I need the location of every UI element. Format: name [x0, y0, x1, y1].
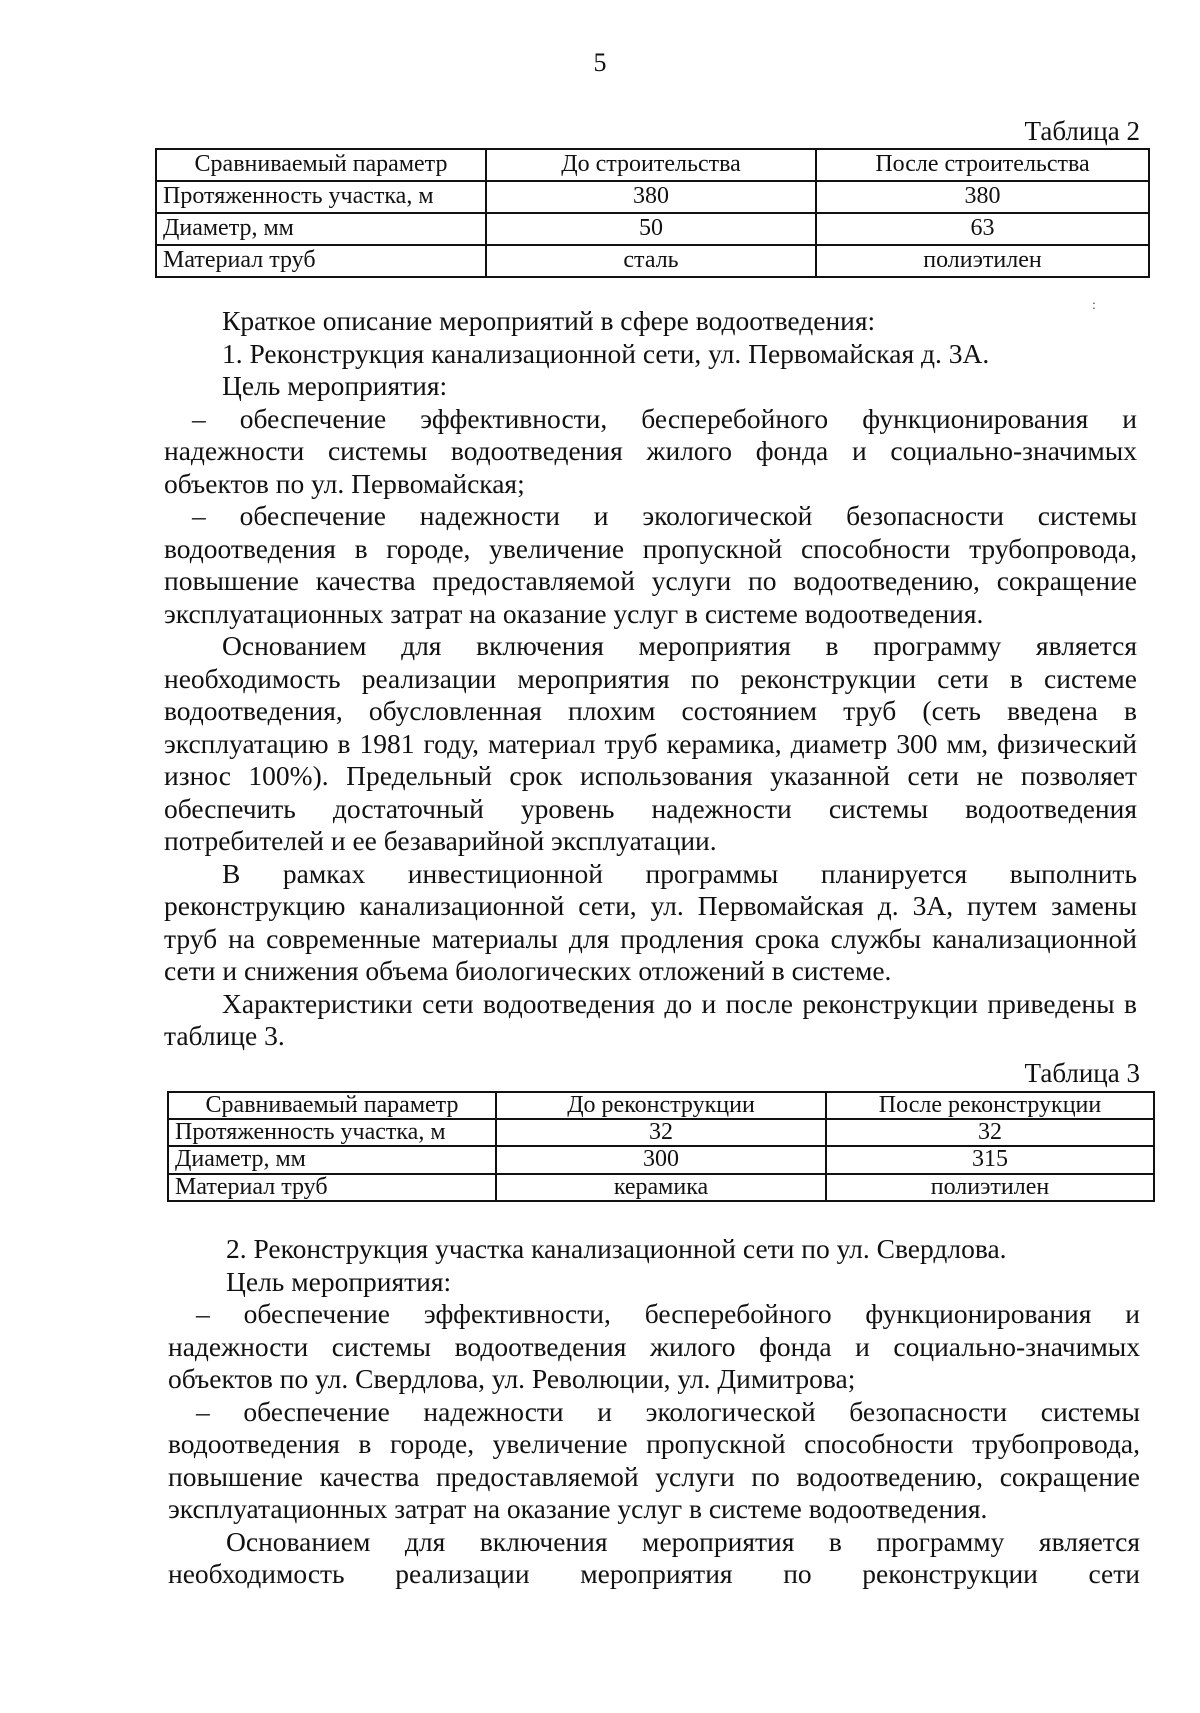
table-row: [156, 213, 1149, 245]
table-3: [167, 1091, 1155, 1202]
table-row: [156, 245, 1149, 277]
table-cell: керамика: [496, 1174, 826, 1201]
characteristics-paragraph: Характеристики сети водоотведения до и после реконструкции приведены в таблице 3.: [164, 987, 1137, 1051]
table-cell: Диаметр, мм: [156, 213, 486, 245]
table-2-caption: Таблица 2: [1024, 116, 1140, 146]
table-header-cell: Сравниваемый параметр: [168, 1092, 496, 1119]
measure-1-title: 1. Реконструкция канализационной сети, ул. Первомайская д. 3А.: [222, 337, 990, 369]
table-cell: 380: [816, 181, 1149, 213]
table-row: [168, 1146, 1154, 1173]
table-header-row: [168, 1092, 1154, 1119]
section-2: [168, 1233, 1140, 1591]
table-cell: сталь: [486, 245, 816, 277]
table-cell: 32: [826, 1119, 1154, 1146]
table-cell: Протяженность участка, м: [156, 181, 486, 213]
table-header-cell: До строительства: [486, 149, 816, 181]
table-header-cell: После реконструкции: [826, 1092, 1154, 1119]
goal-item: – обеспечение эффективности, бесперебойного функционирования и надежности системы водоотведения жилого фонда и социально-значимых объектов по ул. Свердлова, ул. Революции, ул. Димитрова;: [168, 1298, 1140, 1394]
measure-2-title: 2. Реконструкция участка канализационной сети по ул. Свердлова.: [226, 1233, 1007, 1264]
table-header-cell: До реконструкции: [496, 1092, 826, 1119]
goal-item: – обеспечение надежности и экологической безопасности системы водоотведения в городе, увеличение пропускной способности трубопровода, повышение качества предоставляемой услуги по водоотведению, сокращение эксплуатационных затрат на оказание услуг в системе водоотведения.: [168, 1395, 1140, 1524]
plan-paragraph: В рамках инвестиционной программы планируется выполнить реконструкцию канализационной сети, ул. Первомайская д. 3А, путем замены труб на современные материалы для продления срока службы канализационной сети и снижения объема биологических отложений в системе.: [164, 857, 1137, 986]
table-3-caption: Таблица 3: [1024, 1058, 1140, 1088]
table-2: [155, 148, 1150, 278]
goal-label: Цель мероприятия:: [226, 1265, 452, 1297]
table-cell: полиэтилен: [816, 245, 1149, 277]
basis-paragraph: Основанием для включения мероприятия в программу является необходимость реализации мероприятия по реконструкции сети: [168, 1525, 1140, 1589]
table-cell: 63: [816, 213, 1149, 245]
table-cell: Протяженность участка, м: [168, 1119, 496, 1146]
intro-paragraph: Краткое описание мероприятий в сфере водоотведения:: [222, 305, 876, 336]
table-cell: 300: [496, 1146, 826, 1173]
table-cell: 50: [486, 213, 816, 245]
table-cell: 380: [486, 181, 816, 213]
table-cell: 32: [496, 1119, 826, 1146]
table-cell: полиэтилен: [826, 1174, 1154, 1201]
table-cell: Материал труб: [168, 1174, 496, 1201]
goal-label: Цель мероприятия:: [222, 370, 448, 401]
table-row: [168, 1174, 1154, 1201]
table-header-cell: После строительства: [816, 149, 1149, 181]
table-row: [156, 181, 1149, 213]
table-row: [168, 1119, 1154, 1146]
table-cell: 315: [826, 1146, 1154, 1173]
goal-item: – обеспечение надежности и экологической безопасности системы водоотведения в городе, увеличение пропускной способности трубопровода, повышение качества предоставляемой услуги по водоотведению, сокращение эксплуатационных затрат на оказание услуг в системе водоотведения.: [164, 500, 1137, 629]
table-cell: Материал труб: [156, 245, 486, 277]
page-number: 5: [593, 48, 607, 77]
goal-item: – обеспечение эффективности, бесперебойного функционирования и надежности системы водоотведения жилого фонда и социально-значимых объектов по ул. Первомайская;: [164, 402, 1137, 499]
table-cell: Диаметр, мм: [168, 1146, 496, 1173]
basis-paragraph: Основанием для включения мероприятия в программу является необходимость реализации мероприятия по реконструкции сети в системе водоотведения, обусловленная плохим состоянием труб (сеть введена в эксплуатацию в 1981 году, материал труб керамика, диаметр 300 мм, физический износ 100%). Предельный срок использования указанной сети не позволяет обеспечить достаточный уровень надежности системы водоотведения потребителей и ее безаварийной эксплуатации.: [164, 630, 1137, 856]
table-header-cell: Сравниваемый параметр: [156, 149, 486, 181]
table-header-row: [156, 149, 1149, 181]
section-1: [164, 305, 1137, 1053]
